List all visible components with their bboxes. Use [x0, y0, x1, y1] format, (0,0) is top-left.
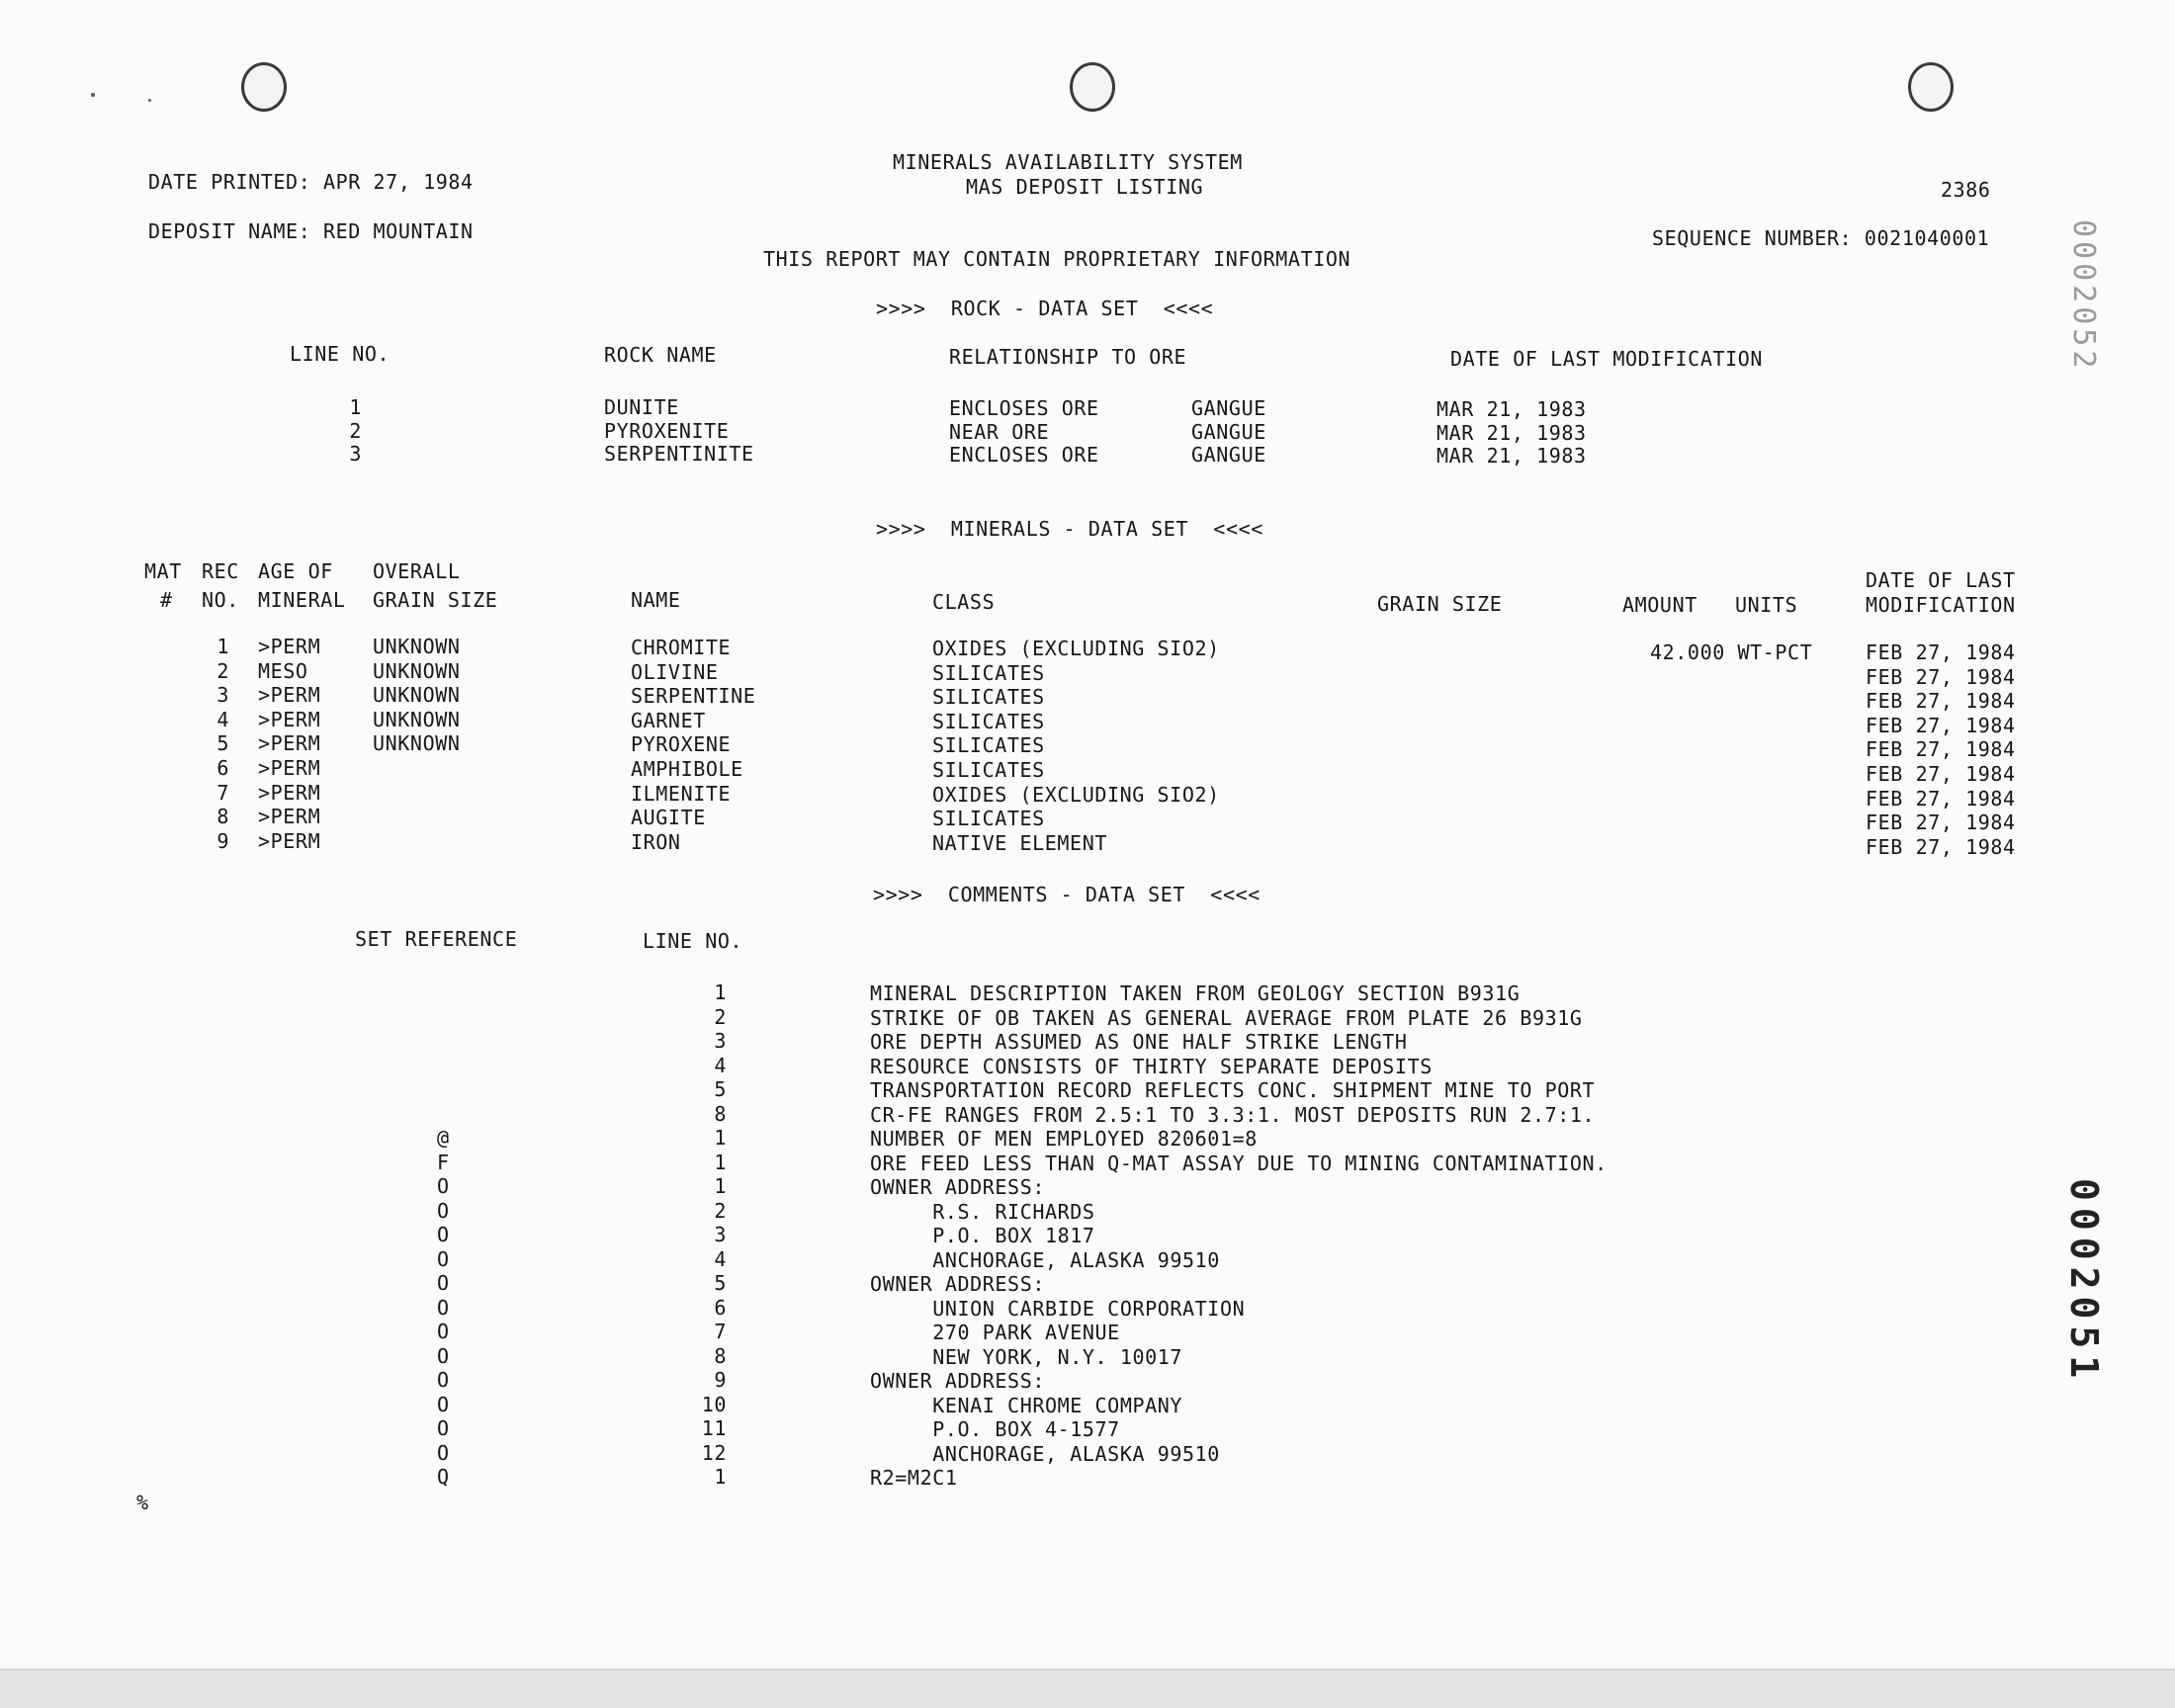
mineral-rec-no: 6 [217, 756, 229, 780]
rock-type: GANGUE [1191, 419, 1266, 444]
mineral-date: FEB 27, 1984 [1866, 664, 2016, 689]
comment-text: UNION CARBIDE CORPORATION [870, 1296, 1246, 1321]
comment-set-reference: O [437, 1223, 450, 1246]
mineral-name: AMPHIBOLE [631, 757, 743, 781]
comments-header-set-reference: SET REFERENCE [355, 927, 518, 951]
comment-set-reference: O [437, 1246, 450, 1271]
sequence-number: SEQUENCE NUMBER: 0021040001 [1652, 226, 1990, 250]
comment-text: ANCHORAGE, ALASKA 99510 [870, 1441, 1220, 1466]
comment-line-no: 1 [714, 1126, 727, 1150]
minerals-header-age-of: AGE OF [258, 559, 333, 583]
minerals-banner: >>>> MINERALS - DATA SET <<<< [876, 517, 1263, 541]
mineral-name: GARNET [631, 708, 706, 732]
comment-line-no: 1 [714, 1150, 727, 1174]
mineral-age: >PERM [258, 731, 321, 756]
comment-line-no: 8 [714, 1343, 727, 1368]
rock-line-no: 2 [349, 418, 362, 443]
minerals-header-grain-size: GRAIN SIZE [1377, 592, 1503, 616]
comment-text: MINERAL DESCRIPTION TAKEN FROM GEOLOGY SECTION B931G [870, 982, 1521, 1005]
comment-line-no: 5 [714, 1077, 727, 1101]
minerals-header-units: UNITS [1735, 593, 1798, 617]
rock-header-rock-name: ROCK NAME [604, 343, 717, 367]
mineral-date: FEB 27, 1984 [1866, 834, 2016, 859]
mineral-rec-no: 2 [217, 658, 229, 683]
proprietary-notice: THIS REPORT MAY CONTAIN PROPRIETARY INFORMATION [763, 247, 1351, 271]
comment-line-no: 3 [714, 1029, 727, 1053]
comment-text: NEW YORK, N.Y. 10017 [870, 1344, 1183, 1369]
comment-set-reference: O [437, 1343, 450, 1368]
comment-line-no: 3 [714, 1223, 727, 1246]
comment-text: STRIKE OF OB TAKEN AS GENERAL AVERAGE FROM PLATE 26 B931G [870, 1005, 1583, 1030]
comment-line-no: 2 [714, 1198, 727, 1223]
comment-set-reference: O [437, 1368, 450, 1392]
rock-date: MAR 21, 1983 [1436, 444, 1587, 468]
mineral-class: SILICATES [932, 685, 1045, 710]
mineral-class: NATIVE ELEMENT [932, 830, 1107, 855]
minerals-header-mineral: MINERAL [258, 588, 346, 612]
comment-line-no: 2 [714, 1004, 727, 1029]
comment-line-no: 1 [714, 981, 727, 1004]
rock-relationship: NEAR ORE [949, 419, 1050, 444]
comment-text: 270 PARK AVENUE [870, 1321, 1120, 1344]
comment-line-no: 5 [714, 1271, 727, 1295]
comment-text: ANCHORAGE, ALASKA 99510 [870, 1247, 1220, 1272]
mineral-age: >PERM [258, 707, 321, 731]
minerals-header-overall: OVERALL [373, 559, 461, 583]
mineral-name: SERPENTINE [631, 684, 756, 709]
comment-line-no: 12 [701, 1440, 727, 1465]
comment-set-reference: O [437, 1392, 450, 1416]
minerals-header-class: CLASS [932, 590, 996, 614]
comment-text: NUMBER OF MEN EMPLOYED 820601=8 [870, 1127, 1258, 1151]
mineral-rec-no: 5 [217, 731, 229, 756]
comments-banner: >>>> COMMENTS - DATA SET <<<< [873, 883, 1261, 906]
mineral-class: SILICATES [932, 807, 1045, 831]
comment-line-no: 7 [714, 1320, 727, 1343]
mineral-rec-no: 3 [217, 683, 229, 708]
minerals-header-amount: AMOUNT [1622, 593, 1697, 617]
punch-hole-center [1070, 62, 1115, 112]
comment-line-no: 11 [701, 1416, 727, 1440]
mineral-class: SILICATES [932, 733, 1045, 758]
mineral-age: >PERM [258, 756, 321, 780]
mineral-rec-no: 8 [217, 805, 229, 829]
mineral-date: FEB 27, 1984 [1866, 713, 2016, 737]
mineral-class: SILICATES [932, 660, 1045, 685]
deposit-name: DEPOSIT NAME: RED MOUNTAIN [148, 219, 474, 243]
comment-set-reference: O [437, 1295, 450, 1320]
minerals-header-no: NO. [202, 588, 239, 612]
comments-header-line-no: LINE NO. [643, 929, 743, 953]
comment-line-no: 9 [714, 1368, 727, 1392]
comment-text: OWNER ADDRESS: [870, 1369, 1045, 1393]
rock-banner: >>>> ROCK - DATA SET <<<< [876, 297, 1214, 320]
mineral-age: >PERM [258, 828, 321, 853]
rock-date: MAR 21, 1983 [1436, 397, 1587, 421]
comment-set-reference: O [437, 1271, 450, 1295]
mineral-overall-grain: UNKNOWN [373, 707, 461, 731]
comment-line-no: 4 [714, 1053, 727, 1077]
rock-header-relationship: RELATIONSHIP TO ORE [949, 345, 1187, 369]
mineral-date: FEB 27, 1984 [1866, 762, 2016, 786]
comment-text: ORE DEPTH ASSUMED AS ONE HALF STRIKE LENGTH [870, 1030, 1408, 1054]
rock-line-no: 3 [349, 442, 362, 466]
punch-hole-right [1908, 62, 1954, 112]
stamp-number-large: 0002051 [2062, 1178, 2106, 1386]
minerals-header-grain-size-overall: GRAIN SIZE [373, 588, 498, 612]
mineral-name: AUGITE [631, 806, 706, 830]
comment-text: R2=M2C1 [870, 1466, 958, 1490]
mineral-class: SILICATES [932, 758, 1045, 782]
comment-text: P.O. BOX 4-1577 [870, 1417, 1120, 1441]
minerals-header-name: NAME [631, 588, 681, 612]
mineral-age: >PERM [258, 805, 321, 829]
comment-text: OWNER ADDRESS: [870, 1272, 1045, 1296]
mineral-date: FEB 27, 1984 [1866, 640, 2016, 664]
comment-set-reference: O [437, 1320, 450, 1343]
comment-line-no: 10 [701, 1392, 727, 1416]
comment-text: ORE FEED LESS THAN Q-MAT ASSAY DUE TO MINING CONTAMINATION. [870, 1151, 1608, 1175]
comment-line-no: 6 [714, 1295, 727, 1320]
rock-relationship: ENCLOSES ORE [949, 396, 1099, 420]
rock-line-no: 1 [349, 395, 362, 419]
minerals-header-modification: MODIFICATION [1866, 593, 2016, 617]
rock-relationship: ENCLOSES ORE [949, 443, 1099, 467]
page-number: 2386 [1941, 178, 1991, 202]
comment-text: CR-FE RANGES FROM 2.5:1 TO 3.3:1. MOST DEPOSITS RUN 2.7:1. [870, 1102, 1596, 1127]
mineral-name: OLIVINE [631, 659, 719, 684]
speck [91, 93, 95, 97]
mineral-age: >PERM [258, 635, 321, 658]
speck [148, 99, 151, 102]
mineral-age: >PERM [258, 683, 321, 708]
rock-type: GANGUE [1191, 443, 1266, 467]
mineral-date: FEB 27, 1984 [1866, 811, 2016, 835]
comment-text: RESOURCE CONSISTS OF THIRTY SEPARATE DEPOSITS [870, 1054, 1433, 1078]
comment-set-reference: @ [437, 1126, 450, 1150]
mineral-overall-grain: UNKNOWN [373, 731, 461, 756]
comment-set-reference: O [437, 1174, 450, 1198]
mineral-age: >PERM [258, 780, 321, 805]
comment-line-no: 1 [714, 1465, 727, 1489]
mineral-name: IRON [631, 829, 681, 854]
mineral-class: SILICATES [932, 709, 1045, 733]
rock-name: PYROXENITE [604, 418, 730, 443]
mineral-date: FEB 27, 1984 [1866, 689, 2016, 714]
minerals-header-rec: REC [202, 559, 239, 583]
comment-line-no: 4 [714, 1246, 727, 1271]
mineral-amount-units: 42.000 WT-PCT [1650, 640, 1813, 664]
stamp-number-faint: 0002052 [2066, 219, 2101, 373]
mineral-date: FEB 27, 1984 [1866, 786, 2016, 811]
comment-set-reference: O [437, 1440, 450, 1465]
system-title: MINERALS AVAILABILITY SYSTEM [893, 150, 1243, 174]
footer-mark: % [136, 1491, 149, 1514]
comment-set-reference: O [437, 1416, 450, 1440]
punch-hole-left [241, 62, 287, 112]
comment-line-no: 1 [714, 1174, 727, 1198]
mineral-rec-no: 7 [217, 780, 229, 805]
mineral-class: OXIDES (EXCLUDING SIO2) [932, 637, 1220, 660]
rock-header-line-no: LINE NO. [290, 342, 391, 366]
minerals-header-mat: MAT [144, 559, 182, 583]
comment-set-reference: Q [437, 1465, 450, 1489]
mineral-rec-no: 1 [217, 635, 229, 658]
comment-set-reference: F [437, 1150, 450, 1174]
mineral-overall-grain: UNKNOWN [373, 635, 461, 658]
minerals-header-date-of-last: DATE OF LAST [1866, 568, 2016, 592]
comment-set-reference: O [437, 1198, 450, 1223]
rock-name: DUNITE [604, 395, 679, 419]
comment-text: R.S. RICHARDS [870, 1199, 1095, 1224]
rock-date: MAR 21, 1983 [1436, 420, 1587, 445]
comment-text: KENAI CHROME COMPANY [870, 1393, 1183, 1417]
mineral-class: OXIDES (EXCLUDING SIO2) [932, 782, 1220, 807]
mineral-rec-no: 9 [217, 828, 229, 853]
listing-title: MAS DEPOSIT LISTING [966, 175, 1204, 199]
minerals-header-hash: # [160, 588, 173, 612]
comment-line-no: 8 [714, 1101, 727, 1126]
mineral-overall-grain: UNKNOWN [373, 683, 461, 708]
mineral-name: PYROXENE [631, 732, 732, 757]
mineral-overall-grain: UNKNOWN [373, 658, 461, 683]
rock-name: SERPENTINITE [604, 442, 754, 466]
comment-text: OWNER ADDRESS: [870, 1175, 1045, 1199]
mineral-age: MESO [258, 658, 308, 683]
comment-text: P.O. BOX 1817 [870, 1224, 1095, 1247]
rock-header-date: DATE OF LAST MODIFICATION [1450, 347, 1764, 371]
mineral-name: ILMENITE [631, 781, 732, 806]
mineral-rec-no: 4 [217, 707, 229, 731]
comment-text: TRANSPORTATION RECORD REFLECTS CONC. SHIPMENT MINE TO PORT [870, 1078, 1596, 1102]
date-printed: DATE PRINTED: APR 27, 1984 [148, 170, 474, 194]
mineral-name: CHROMITE [631, 636, 732, 659]
rock-type: GANGUE [1191, 396, 1266, 420]
mineral-date: FEB 27, 1984 [1866, 737, 2016, 762]
